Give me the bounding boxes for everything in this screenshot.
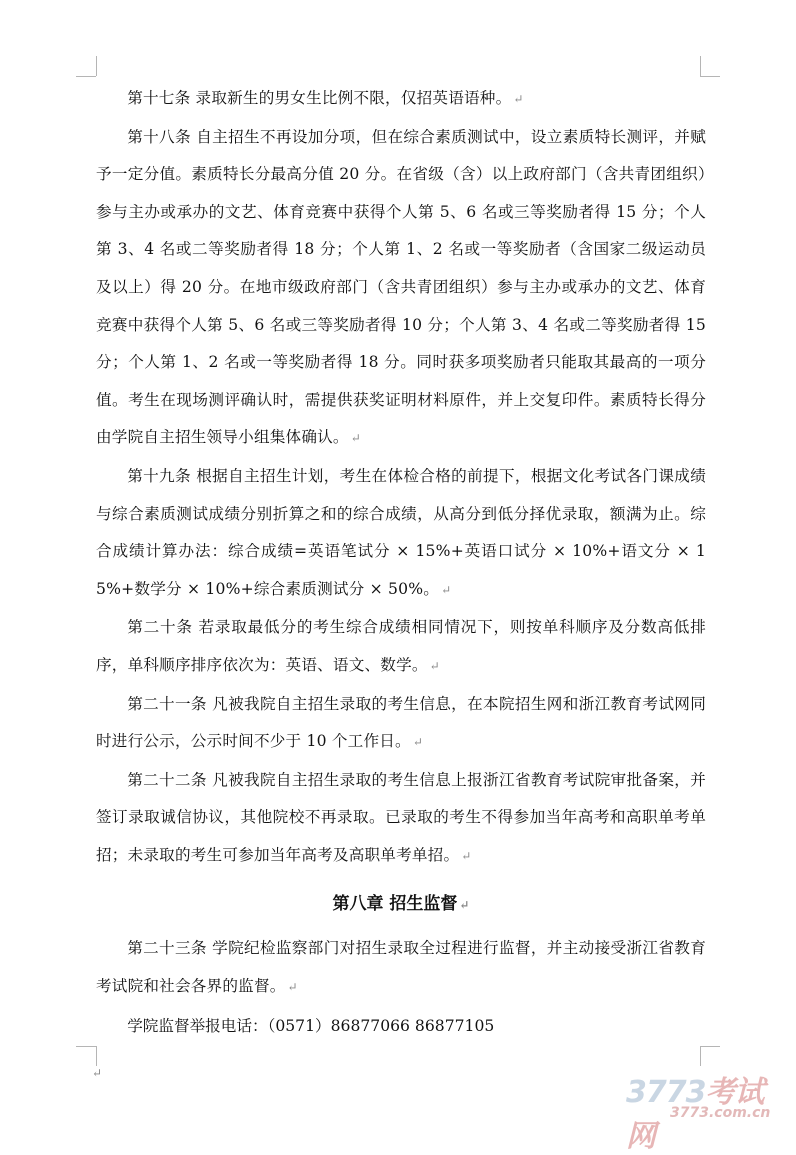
paragraph-mark-icon: ↵ [513, 92, 524, 106]
paragraph-mark-icon: ↵ [461, 848, 472, 863]
article-17: 第十七条 录取新生的男女生比例不限，仅招英语语种。 ↵ [127, 89, 524, 107]
report-phone: 学院监督举报电话：（0571）86877066 86877105 [127, 1016, 495, 1035]
paragraph-mark-icon: ↵ [92, 1066, 103, 1080]
watermark-word: 考试网 [626, 1075, 764, 1154]
site-watermark [626, 1067, 786, 1154]
paragraph-mark-icon: ↵ [441, 582, 452, 597]
chapter-8-heading: 第八章 招生监督 ↵ [332, 894, 470, 915]
paragraph-mark-icon: ↵ [350, 431, 361, 446]
paragraph-mark-icon: ↵ [459, 898, 470, 913]
paragraph-mark-icon: ↵ [429, 658, 440, 673]
article-19: 第十九条 根据自主招生计划，考生在体检合格的前提下，根据文化考试各门课成绩与综合素质测试成绩分别折算之和的综合成绩，从高分到低分择优录取，额满为止。综合成绩计算办法：综合成绩=英语笔试分 × 15%+英语口试分 × 10%+语文分 × 15%+数学分 × 10%+综合素质测试分 × 50%。 ↵ [96, 466, 706, 598]
article-23: 第二十三条 学院纪检监察部门对招生录取全过程进行监督，并主动接受浙江省教育考试院和社会各界的监督。 ↵ [96, 939, 706, 996]
article-21: 第二十一条 凡被我院自主招生录取的考生信息，在本院招生网和浙江教育考试网同时进行公示，公示时间不少于 10 个工作日。 ↵ [96, 694, 706, 751]
document-body [96, 80, 706, 1045]
paragraph-mark-icon: ↵ [287, 980, 298, 995]
article-22: 第二十二条 凡被我院自主招生录取的考生信息上报浙江省教育考试院审批备案，并签订录取诚信协议，其他院校不再录取。已录取的考生不得参加当年高考和高职单考单招；未录取的考生可参加当年高考及高职单考单招。 ↵ [96, 770, 706, 864]
paragraph-mark-icon: ↵ [412, 735, 424, 750]
article-18: 第十八条 自主招生不再设加分项，但在综合素质测试中，设立素质特长测评，并赋予一定分值。素质特长分最高分值 20 分。在省级（含）以上政府部门（含共青团组织）参与主办或承办的文艺、体育竞赛中获得个人第 5、6 名或三等奖励者得 15 分；个人第 3、4 名或二等奖励者得 18 分；个人第 1、2 名或一等奖励者（含国家二级运动员及以上）得 20 分。在地市级政府部门（含共青团组织）参与主办或承办的文艺、体育竞赛中获得个人第 5、6 名或三等奖励者得 10 分；个人第 3、4 名或二等奖励者得 15 分；个人第 1、2 名或一等奖励者得 18 分。同时获多项奖励者只能取其最高的一项分值。考生在现场测评确认时，需提供获奖证明材料原件，并上交复印件。素质特长得分由学院自主招生领导小组集体确认。 ↵ [96, 127, 706, 447]
article-20: 第二十条 若录取最低分的考生综合成绩相同情况下，则按单科顺序及分数高低排序，单科顺序排序依次为：英语、语文、数学。 ↵ [96, 618, 706, 674]
watermark-digits: 3773 [626, 1075, 706, 1110]
watermark-url: 3773.com.cn [670, 1105, 771, 1121]
